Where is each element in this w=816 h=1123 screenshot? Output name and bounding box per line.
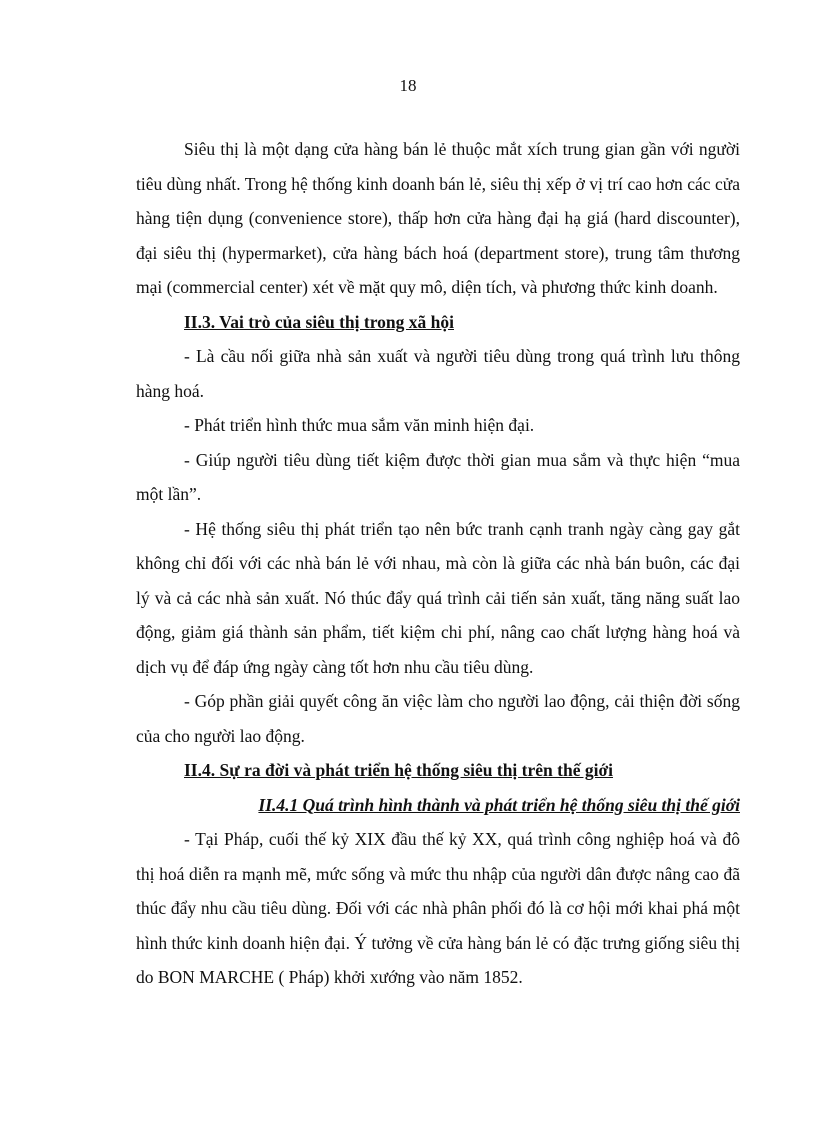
role-item-3: - Giúp người tiêu dùng tiết kiệm được thời gian mua sắm và thực hiện “mua một lần”. [136,449,740,504]
role-item-2: - Phát triển hình thức mua sắm văn minh hiện đại. [184,415,535,435]
section-heading-ii3: II.3. Vai trò của siêu thị trong xã hội [184,311,454,332]
role-item-5: - Góp phần giải quyết công ăn việc làm cho người lao động, cải thiện đời sống của cho người lao động. [136,691,740,746]
subsection-heading-ii41: II.4.1 Quá trình hình thành và phát triển hệ thống siêu thị thế giới [258,794,740,815]
document-body [136,132,740,995]
france-history-paragraph: - Tại Pháp, cuối thế kỷ XIX đầu thế kỷ XX, quá trình công nghiệp hoá và đô thị hoá diễn ra mạnh mẽ, mức sống và mức thu nhập của người dân được nâng cao đã thúc đẩy nhu cầu tiêu dùng. Đối với các nhà phân phối đó là cơ hội mới khai phá một hình thức kinh doanh hiện đại. Ý tưởng về cửa hàng bán lẻ có đặc trưng giống siêu thị do BON MARCHE ( Pháp) khởi xướng vào năm 1852. [136,829,740,987]
role-item-4: - Hệ thống siêu thị phát triển tạo nên bức tranh cạnh tranh ngày càng gay gắt không chỉ đối với các nhà bán lẻ với nhau, mà còn là giữa các nhà bán buôn, các đại lý và cả các nhà sản xuất. Nó thúc đẩy quá trình cải tiến sản xuất, tăng năng suất lao động, giảm giá thành sản phẩm, tiết kiệm chi phí, nâng cao chất lượng hàng hoá và dịch vụ để đáp ứng ngày càng tốt hơn nhu cầu tiêu dùng. [136,518,740,677]
page-number: 18 [399,76,417,95]
role-item-1: - Là cầu nối giữa nhà sản xuất và người tiêu dùng trong quá trình lưu thông hàng hoá. [136,346,740,401]
section-heading-ii4: II.4. Sự ra đời và phát triển hệ thống siêu thị trên thế giới [184,760,614,780]
intro-paragraph: Siêu thị là một dạng cửa hàng bán lẻ thuộc mắt xích trung gian gần với người tiêu dùng nhất. Trong hệ thống kinh doanh bán lẻ, siêu thị xếp ở vị trí cao hơn các cửa hàng tiện dụng (convenience store), thấp hơn cửa hàng đại hạ giá (hard discounter), đại siêu thị (hypermarket), cửa hàng bách hoá (department store), trung tâm thương mại (commercial center) xét về mặt quy mô, diện tích, và phương thức kinh doanh. [136,139,740,297]
